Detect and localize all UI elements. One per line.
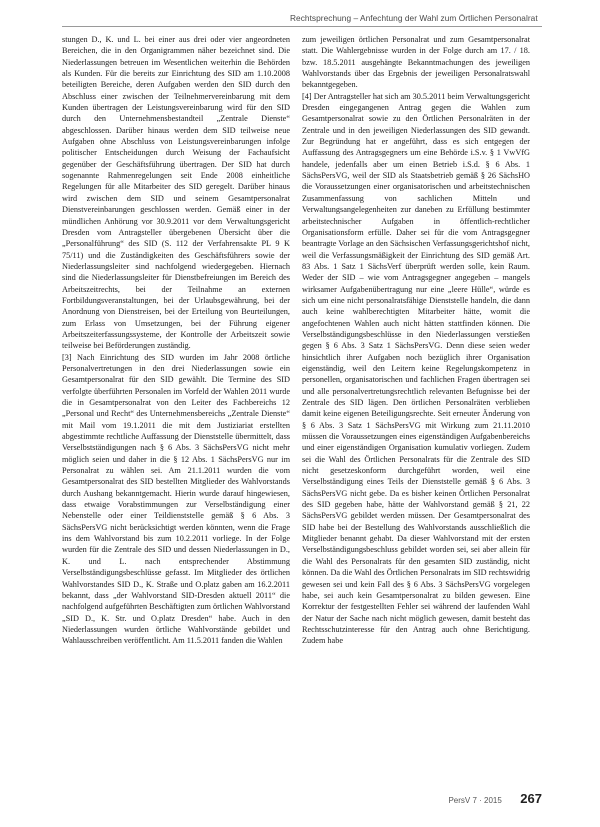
left-text-column xyxy=(62,34,290,647)
paragraph: zum jeweiligen örtlichen Personalrat und zum Gesamtpersonalrat statt. Die Wahlergebnisse wurden in der Folge durch am 17. / 18. bzw. 18.5.2011 ausgehängte Bekanntmachungen des jeweiligen Wahlvorstands über das Ergebnis der jeweiligen Personalratswahl bekanntgegeben. xyxy=(302,35,530,90)
right-text-column xyxy=(302,34,530,647)
journal-citation: PersV 7 · 2015 xyxy=(448,796,502,805)
paragraph: [4] Der Antragsteller hat sich am 30.5.2011 beim Verwaltungsgericht Dresden eingegangenen Antrag gegen die Wahlen zum Gesamtpersonalrat sowie zu den Örtlichen Personalräten in der Zentrale und in den jeweiligen Niederlassungen des SID gewandt. Zur Begründung hat er angeführt, dass es sich entgegen der Auffassung des Antragsgegners um eine Behörde i.S.v. § 1 VwVfG handele, jedenfalls aber um einen Betrieb i.S.d. § 6 Abs. 1 SächsPersVG, weil der SID als Staatsbetrieb gemäß § 26 SächsHO die Voraussetzungen einer organisatorischen und arbeitstechnischen Zusammenfassung von sachlichen Mitteln und Verwaltungsangelegenheiten zur daneben zu Erfüllung bestimmter arbeitstechnischer Aufgaben in öffentlich-rechtlicher Organisationsform erfülle. Daher sei für die vom Antragsgegner beantragte Vorlage an den Sächsischen Verfassungsgerichtshof nicht, weil die Verfassungsmäßigkeit der Einrichtung des SID gemäß Art. 83 Abs. 1 Satz 1 SächsVerf überprüft werden solle, kein Raum. Weder der SID – wie vom Antragsgegner angegeben – mangels wirksamer Aufgabenübertragung nur eine „leere Hülle“, würde es sich um eine nicht personalratsfähige Dienststelle handeln, die dann auch keine wahlberechtigten Mitarbeiter hätte, womit die angefochtenen Wahlen auch nicht hätten stattfinden können. Die Verselbständigungsbeschlüsse in den Niederlassungen verstießen gegen § 6 Abs. 3 Satz 1 SächsPersVG. Denn diese seien weder hinsichtlich ihrer Aufgaben noch bezüglich ihrer Organisation eigenständig, weil den Leitern keine Regelungskompetenz in personellen, organisatorischen und fachlichen Fragen übertragen sei und alle personalvertretungsrechtlich relevanten Befugnisse bei der Zentrale des SID lägen. Den örtlichen Personalräten verblieben damit keine eigenen Beteiligungsrechte. Seit erneuter Änderung von § 6 Abs. 3 Satz 1 SächsPersVG mit Wirkung zum 21.11.2010 müssen die Voraussetzungen eines eigenständigen Aufgabenbereichs und einer eigenständigen Organisation kumulativ vorliegen. Zudem sei die Wahl des Örtlichen Personalrats für die Zentrale des SID nicht gesetzeskonform durchgeführt worden, weil eine Verselbständigung eines Teils der Dienststelle gemäß § 6 Abs. 3 SächsPersVG nicht gebe. Da es bisher keinen Örtlichen Personalrat des SID gegeben habe, hätte der Wahlvorstand gemäß § 21, 22 SächsPersVG gebildet werden müssen. Der Gesamtpersonalrat des SID habe bei der Bestellung des Wahlvorstands ausschließlich die Mitglieder benannt gehabt. Da dieser Wahlvorstand mit der ersten Verselbständigungsbeschluss gebildet worden sei, sei aber allein für die Wahl des Personalrats für den gesamten SID zuständig, nicht können. Da die Wahl des Örtlichen Personalrats im SID rechtswidrig gewesen sei und kein Fall des § 6 Abs. 3 SächsPersVG vorgelegen habe, sei auch kein Gesamtpersonalrat zu bilden gewesen. Eine Korrektur der festgestellten Fehler sei während der laufenden Wahl der Natur der Sache nach nicht möglich gewesen, damit besteht das Rechtsschutzinteresse für den Antrag auch ohne Berichtigung. Zudem habe xyxy=(302,91,530,646)
page-footer xyxy=(448,790,542,808)
header-divider xyxy=(62,26,542,27)
running-header: Rechtsprechung – Anfechtung der Wahl zum Örtlichen Personalrat xyxy=(290,13,538,23)
paragraph: [3] Nach Einrichtung des SID wurden im Jahr 2008 örtliche Personalvertretungen in den drei Niederlassungen sowie ein Gesamtpersonalrat für den SID gewählt. Die Termine des SID verfolgte überführten Personalen im Vorfeld der Wahlen 2011 wurde die in Gesamtpersonalrat von den Leiter des Fachbereichs 12 „Personal und Recht“ des Unternehmensbereichs „Zentrale Dienste“ mit Mail vom 19.1.2011 die mit dem Justiziariat erstellten abgestimmte rechtliche Auffassung der Dienststelle übermittelt, dass Verselbstständigungen nach § 6 Abs. 3 SächsPersVG nicht mehr möglich seien und daher in die § 12 Abs. 1 SächsPersVG nur im Personalrat zu wählen sei. Am 21.1.2011 wurden die vom Gesamtpersonalrat des SID bestellten Mitglieder des Wahlvorstands durch Aushang bekanntgemacht. Hierin wurde darauf hingewiesen, dass etwaige Vorabstimmungen zur Verselbständigung einer Nebenstelle oder einer Teildienststelle gemäß § 6 Abs. 3 SächsPersVG nicht berücksichtigt werden könnten, wenn die Frage ins dem Wahlvorstand bis zum 10.2.2011 vorliege. In der Folge wurden für die Zentrale des SID und dessen Niederlassungen in D., K. und L. nach entsprechender Abstimmung Verselbständigungsbeschlüsse gefasst. Im Mitglieder des örtlichen Wahlvorstandes SID D., K. Straße und O.platz gaben am 16.2.2011 bekannt, dass „der Wahlvorstand SID-Dresden aktuell 2011“ die nachfolgend aufgeführten Beschäftigten zum örtlichen Wahlvorstand „SID D., K. Str. und O.platz Dresden“ habe. Auch in den Niederlassungen wurden örtliche Wahlvorstände gebildet und Wahlausschreiben veröffentlicht. Am 11.5.2011 fanden die Wahlen xyxy=(62,352,290,646)
paragraph: stungen D., K. und L. bei einer aus drei oder vier angeordneten Bereichen, die in den Organigrammen näher bezeichnet sind. Die Niederlassungen betreuen im Wesentlichen weiterhin die Behörden als Kunden. Für die bereits zur Einrichtung des SID am 1.10.2008 beteiligten Bereiche, deren Aufgaben werden den SID durch den Abschluss einer zwischen der Teilnehmervereinbarung mit dem Kunden übertragen der Leistungsvereinbarung wird für den SID durch den Unternehmensbestandteil „Zentrale Dienste“ abgeschlossen. Darüber hinaus werden dem SID teilweise neue Aufgaben ohne Abschluss von Leistungsvereinbarungen infolge politischer Entscheidungen durch Weisung der Fachaufsicht gegenüber der Geschäftsführung übertragen. Der SID hat durch sogenannte Rahmenregelungen seit Ende 2008 einheitliche Regelungen für alle Mitarbeiter des SID geregelt. Darüber hinaus wird zwischen dem SID und seinem Gesamtpersonalrat Dienstvereinbarungen geschlossen werden. Gemäß einer in der mündlichen Anhörung vor 30.9.2011 vor dem Verwaltungsgericht Dresden vom Antragsteller übergebenen Übersicht über die „Personalführung“ des SID (S. 112 der Verfahrensakte PL 9 K 75/11) und die Zuständigkeiten des Geschäftsführers sowie der Niederlassungsleiter sind nachfolgend wiedergegeben. Hiernach sind die Niederlassungsleiter für Dienstbefreiungen im Bereich des Arbeitszeitrechts, bei der Teilnahme an externen Fortbildungsveranstaltungen, bei der Urlaubsgewährung, bei der Anordnung von Dienstreisen, bei der Erteilung von Beurteilungen, zum Erlass von Umsetzungen, bei der Führung eigener Arbeitszeiterfassungssysteme, der Kontrolle der Arbeitszeit sowie teilweise bei Beförderungen zuständig. xyxy=(62,35,290,351)
page-number: 267 xyxy=(520,791,542,806)
